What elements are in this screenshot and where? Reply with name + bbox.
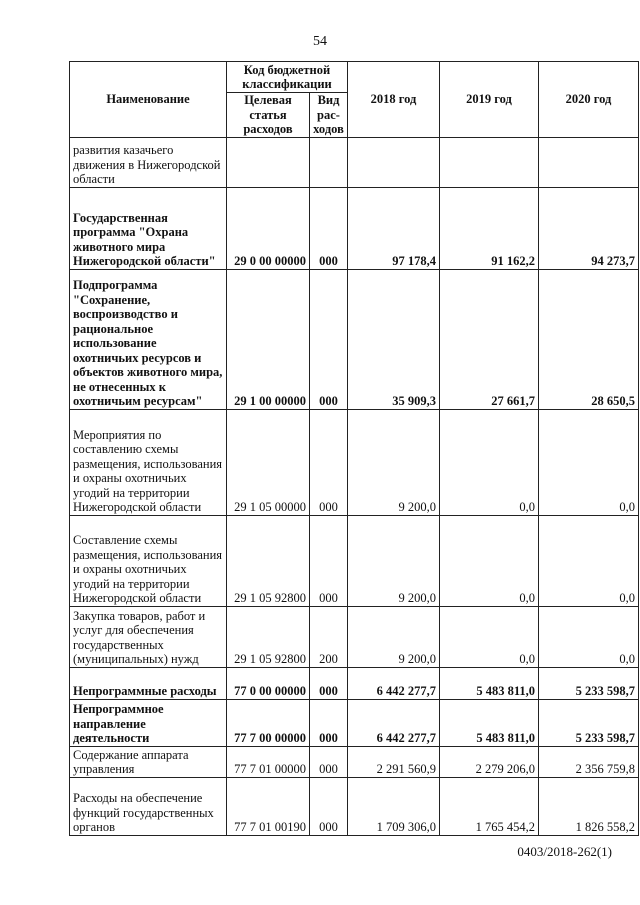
row-2019: 5 483 811,0 — [440, 699, 539, 746]
row-name: Расходы на обеспечение функций государственных органов — [70, 777, 227, 835]
table-row — [70, 777, 639, 835]
header-code-group: Код бюджетной классификации — [227, 62, 348, 93]
header-target: Целевая статья расходов — [227, 93, 310, 138]
row-2019: 0,0 — [440, 515, 539, 606]
budget-table — [69, 61, 639, 836]
row-2018: 35 909,3 — [348, 269, 440, 409]
row-2020: 2 356 759,8 — [539, 746, 639, 777]
row-name: Содержание аппарата управления — [70, 746, 227, 777]
table-row — [70, 187, 639, 269]
row-vid: 000 — [310, 515, 348, 606]
page-number: 54 — [313, 34, 327, 49]
table-row — [70, 606, 639, 667]
row-2018: 9 200,0 — [348, 606, 440, 667]
header-2019: 2019 год — [440, 62, 539, 138]
row-code: 29 1 05 92800 — [227, 606, 310, 667]
row-2020: 0,0 — [539, 409, 639, 515]
row-2018 — [348, 137, 440, 187]
row-2018: 6 442 277,7 — [348, 699, 440, 746]
row-2018: 2 291 560,9 — [348, 746, 440, 777]
table-row — [70, 667, 639, 699]
row-name: Подпрограмма "Сохранение, воспроизводство и рациональное использование охотничьих ресурсов и объектов животного мира, не отнесенных к охотничьим ресурсам" — [70, 269, 227, 409]
header-name: Наименование — [70, 62, 227, 138]
row-2020: 0,0 — [539, 515, 639, 606]
row-vid: 000 — [310, 187, 348, 269]
row-2020: 5 233 598,7 — [539, 699, 639, 746]
row-2019: 2 279 206,0 — [440, 746, 539, 777]
row-2018: 6 442 277,7 — [348, 667, 440, 699]
row-2019: 5 483 811,0 — [440, 667, 539, 699]
row-vid: 000 — [310, 269, 348, 409]
row-2018: 9 200,0 — [348, 515, 440, 606]
row-name: Закупка товаров, работ и услуг для обеспечения государственных (муниципальных) нужд — [70, 606, 227, 667]
row-code: 77 7 01 00190 — [227, 777, 310, 835]
row-code: 29 1 00 00000 — [227, 269, 310, 409]
row-code: 77 0 00 00000 — [227, 667, 310, 699]
table-row — [70, 409, 639, 515]
row-name: Составление схемы размещения, использования и охраны охотничьих угодий на территории Нижегородской области — [70, 515, 227, 606]
row-2020 — [539, 137, 639, 187]
row-vid: 000 — [310, 777, 348, 835]
header-type: Вид рас-ходов — [310, 93, 348, 138]
row-vid: 000 — [310, 409, 348, 515]
header-2020: 2020 год — [539, 62, 639, 138]
row-2019: 27 661,7 — [440, 269, 539, 409]
row-code: 77 7 01 00000 — [227, 746, 310, 777]
row-name: Государственная программа "Охрана животного мира Нижегородской области" — [70, 187, 227, 269]
row-vid — [310, 137, 348, 187]
row-2020: 5 233 598,7 — [539, 667, 639, 699]
row-code: 29 0 00 00000 — [227, 187, 310, 269]
header-2018: 2018 год — [348, 62, 440, 138]
row-2019: 0,0 — [440, 409, 539, 515]
row-2020: 94 273,7 — [539, 187, 639, 269]
row-vid: 000 — [310, 746, 348, 777]
row-2018: 97 178,4 — [348, 187, 440, 269]
row-name: Непрограммные расходы — [70, 667, 227, 699]
row-name: Непрограммное направление деятельности — [70, 699, 227, 746]
row-name: развития казачьего движения в Нижегородской области — [70, 137, 227, 187]
row-2018: 9 200,0 — [348, 409, 440, 515]
row-2018: 1 709 306,0 — [348, 777, 440, 835]
table-row — [70, 515, 639, 606]
row-vid: 200 — [310, 606, 348, 667]
row-2020: 28 650,5 — [539, 269, 639, 409]
document-code: 0403/2018-262(1) — [517, 844, 612, 859]
row-2019: 1 765 454,2 — [440, 777, 539, 835]
row-code: 29 1 05 00000 — [227, 409, 310, 515]
row-2019: 0,0 — [440, 606, 539, 667]
row-name: Мероприятия по составлению схемы размещения, использования и охраны охотничьих угодий на территории Нижегородской области — [70, 409, 227, 515]
table-row — [70, 699, 639, 746]
row-vid: 000 — [310, 699, 348, 746]
row-2019: 91 162,2 — [440, 187, 539, 269]
table-row — [70, 746, 639, 777]
row-code: 29 1 05 92800 — [227, 515, 310, 606]
table-row — [70, 269, 639, 409]
row-2020: 0,0 — [539, 606, 639, 667]
row-code — [227, 137, 310, 187]
table-row — [70, 137, 639, 187]
row-code: 77 7 00 00000 — [227, 699, 310, 746]
row-2019 — [440, 137, 539, 187]
row-2020: 1 826 558,2 — [539, 777, 639, 835]
row-vid: 000 — [310, 667, 348, 699]
